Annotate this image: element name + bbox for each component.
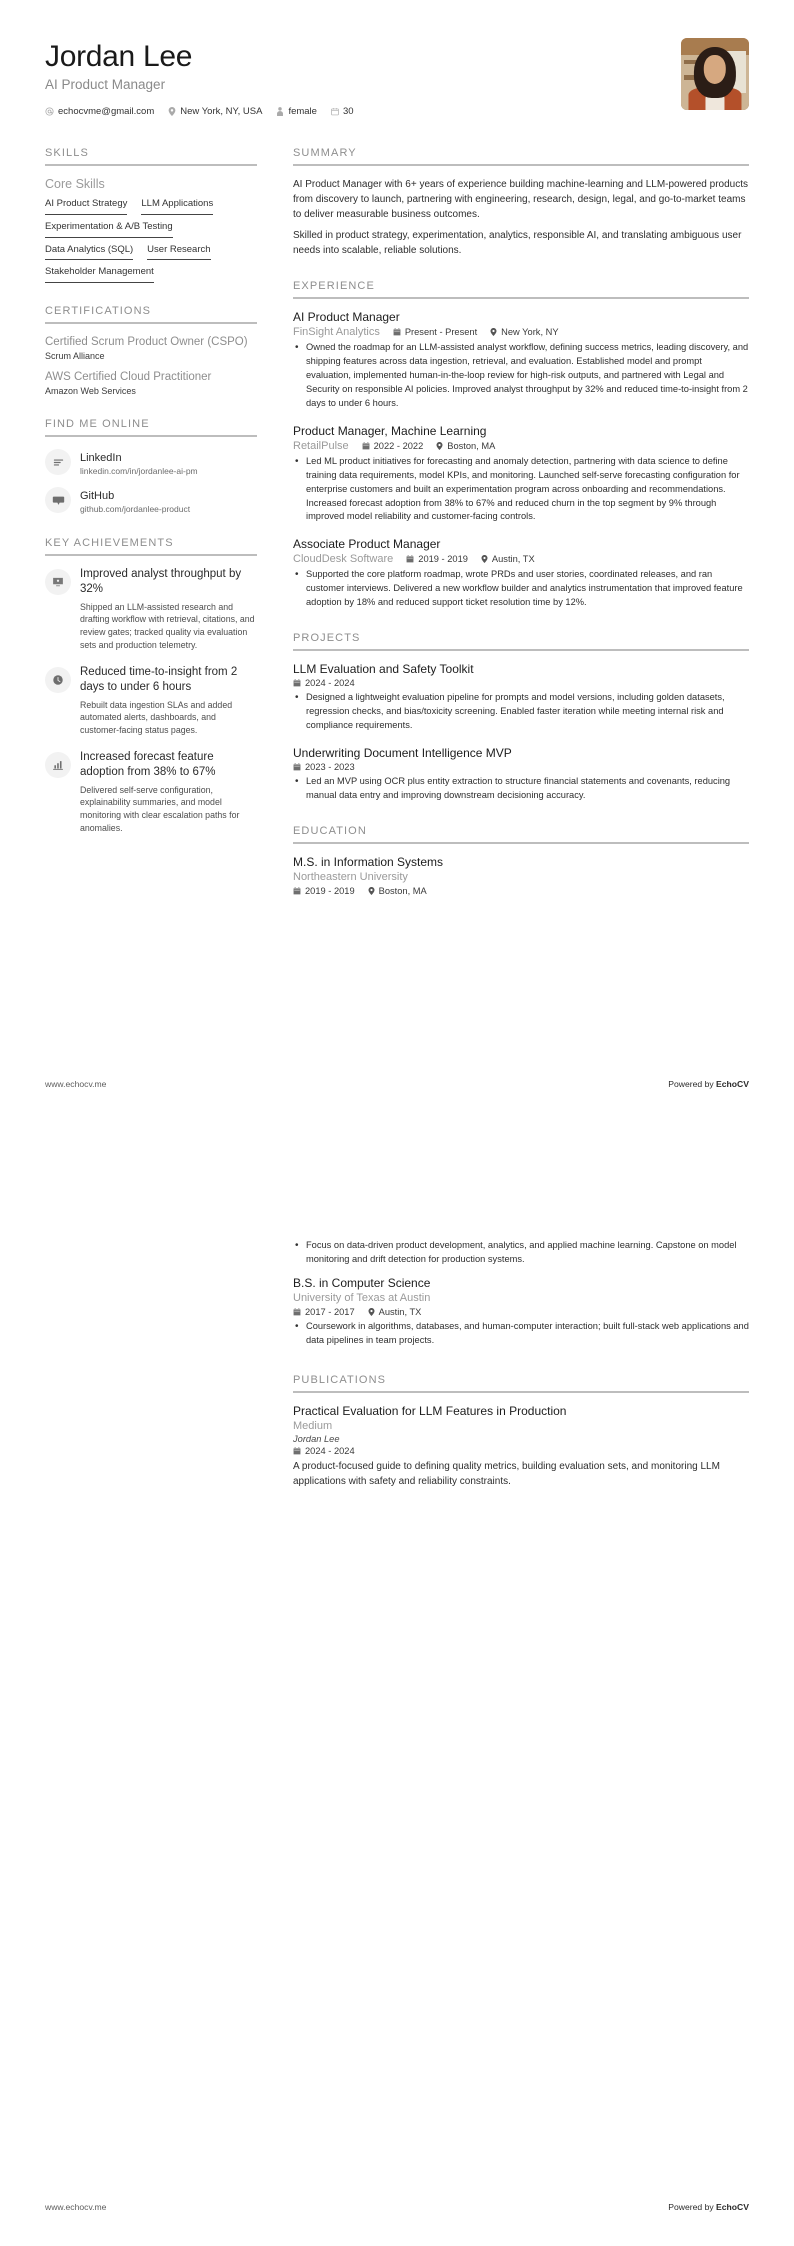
link-text-group xyxy=(80,486,190,515)
certification-name: Certified Scrum Product Owner (CSPO) xyxy=(45,336,248,349)
entry-org: RetailPulse xyxy=(293,439,349,452)
link-url[interactable]: github.com/jordanlee-product xyxy=(80,503,191,514)
entry-meta xyxy=(293,326,749,338)
entry-dates xyxy=(362,441,424,451)
section-skills xyxy=(45,147,257,283)
section-experience-label: EXPERIENCE xyxy=(293,280,375,292)
entry-meta xyxy=(293,1307,749,1317)
section-key-achievements xyxy=(45,537,257,835)
section-divider xyxy=(45,435,257,437)
section-projects-label: PROJECTS xyxy=(293,632,361,645)
contact-age-value: 30 xyxy=(342,106,354,117)
clock-icon xyxy=(45,667,71,693)
calendar-icon xyxy=(362,442,370,450)
entry-dates xyxy=(293,886,355,896)
publication-author: Jordan Lee xyxy=(293,1433,340,1444)
email-icon xyxy=(45,107,54,116)
photo-face xyxy=(704,55,726,84)
contact-location xyxy=(168,106,262,117)
footer-powered-by xyxy=(668,1079,749,1089)
header-identity xyxy=(45,38,354,117)
entry-meta xyxy=(293,886,749,896)
achievement-description: Shipped an LLM-assisted research and drafting workflow with retrieval, citations, and review gates; tracked quality via evaluation sets and production telemetry. xyxy=(80,601,255,650)
bullet: • Led an MVP using OCR plus entity extraction to structure financial statements and covenants, reducing manual data entry and improving downstream decisioning accuracy. xyxy=(306,775,749,803)
footer-powered-prefix: Powered by xyxy=(668,1079,717,1089)
entry-title: AI Product Manager xyxy=(293,310,400,324)
list-item xyxy=(45,665,257,737)
bullet: • Coursework in algorithms, databases, and human-computer interaction; built full-stack web applications and data pipelines in team projects. xyxy=(306,1320,749,1348)
link-label: LinkedIn xyxy=(80,451,122,464)
section-find-me-online-label: FIND ME ONLINE xyxy=(45,417,150,430)
footer-website[interactable]: www.echocv.me xyxy=(45,2202,107,2212)
list-item xyxy=(45,567,257,652)
monitor-icon xyxy=(45,569,71,595)
skill-tag: User Research xyxy=(147,244,210,261)
section-divider xyxy=(293,297,749,299)
section-publications-label: PUBLICATIONS xyxy=(293,1373,387,1386)
certification-name: AWS Certified Cloud Practitioner xyxy=(45,370,212,383)
certification-org: Scrum Alliance xyxy=(45,350,105,361)
location-pin-icon xyxy=(436,442,443,450)
summary-paragraph: Skilled in product strategy, experimentation, analytics, responsible AI, and translating ambiguous user needs into scalable, reliable solutions. xyxy=(293,230,742,256)
main-content xyxy=(293,147,749,918)
entry-meta xyxy=(293,1446,749,1456)
link-text-group xyxy=(80,448,198,477)
entry-location xyxy=(368,1307,422,1317)
achievement-title: Increased forecast feature adoption from 38% to 67% xyxy=(80,750,216,778)
chart-up-icon xyxy=(45,752,71,778)
entry-dates-value: 2019 - 2019 xyxy=(305,885,355,896)
avatar xyxy=(681,38,749,110)
entry-dates-value: 2022 - 2022 xyxy=(373,440,424,451)
entry-dates xyxy=(293,678,355,688)
location-pin-icon xyxy=(481,555,488,563)
linkedin-lines-icon xyxy=(45,449,71,475)
footer-brand: EchoCV xyxy=(716,2202,749,2212)
bullet: • Focus on data-driven product development, analytics, and applied machine learning. Capstone on model monitoring and drift detection for production systems. xyxy=(306,1239,749,1267)
calendar-icon xyxy=(293,1447,301,1455)
footer-brand: EchoCV xyxy=(716,1079,749,1089)
entry-meta xyxy=(293,440,749,452)
section-skills-label: SKILLS xyxy=(45,147,89,159)
entry-bullets xyxy=(293,1320,749,1348)
header-job-title: AI Product Manager xyxy=(45,77,166,92)
link-label: GitHub xyxy=(80,489,115,502)
entry-title: M.S. in Information Systems xyxy=(293,854,444,869)
section-divider xyxy=(293,1391,749,1393)
skill-tag: AI Product Strategy xyxy=(45,198,127,215)
achievement-description: Rebuilt data ingestion SLAs and added automated alerts, dashboards, and customer-facing status pages. xyxy=(80,699,233,736)
entry-org: University of Texas at Austin xyxy=(293,1291,431,1304)
entry-title: Associate Product Manager xyxy=(293,537,441,552)
entry-dates xyxy=(393,327,477,337)
link-url[interactable]: linkedin.com/in/jordanlee-ai-pm xyxy=(80,465,198,476)
skill-tag: Experimentation & A/B Testing xyxy=(45,221,173,238)
skill-tag: Data Analytics (SQL) xyxy=(45,244,133,261)
entry-dates xyxy=(293,1307,355,1317)
contact-email[interactable] xyxy=(45,106,154,117)
bullet: • Led ML product initiatives for forecasting and anomaly detection, partnering with data science to define training data requirements, model KPIs, and monitoring. Launched self-serve forecasting configuration for enterprise customers and built an experimentation program across onboarding and recommendations. Increased forecast adoption from 38% to 67% and reduced churn in the top segment by 9% through improved model reliability and customer-facing controls. xyxy=(306,455,749,525)
person-icon xyxy=(276,107,284,116)
entry-dates-value: 2019 - 2019 xyxy=(418,554,468,565)
section-certifications-label: CERTIFICATIONS xyxy=(45,305,152,318)
calendar-icon xyxy=(406,555,414,563)
entry-title: Practical Evaluation for LLM Features in Production xyxy=(293,1403,567,1418)
entry-org: Northeastern University xyxy=(293,870,408,883)
entry-dates-value: 2024 - 2024 xyxy=(305,678,355,689)
contact-gender-value: female xyxy=(288,106,317,117)
section-divider xyxy=(45,322,257,324)
section-divider xyxy=(45,554,257,556)
education-entry xyxy=(293,1276,749,1348)
contact-gender xyxy=(276,106,317,117)
location-pin-icon xyxy=(490,328,497,336)
section-education xyxy=(293,825,749,896)
section-divider xyxy=(293,842,749,844)
entry-bullets xyxy=(293,775,749,803)
certification-item xyxy=(45,335,257,361)
bullet: • Supported the core platform roadmap, wrote PRDs and user stories, coordinated releases, and ran customer interviews. Delivered a new workflow builder and analytics instrumentation that improved feature adoption by 18% and reduced support ticket resolution time by 12%. xyxy=(306,568,749,610)
achievement-title: Improved analyst throughput by 32% xyxy=(80,567,242,595)
contact-location-value: New York, NY, USA xyxy=(180,106,263,117)
section-experience xyxy=(293,280,749,610)
achievement-body xyxy=(80,567,257,652)
page-2-columns xyxy=(0,1123,794,1511)
calendar-icon xyxy=(331,107,339,116)
page-1-columns xyxy=(0,117,794,918)
entry-location-value: Boston, MA xyxy=(378,885,427,896)
list-item[interactable] xyxy=(45,448,257,477)
section-divider xyxy=(293,649,749,651)
contact-row xyxy=(45,106,354,117)
experience-entry xyxy=(293,310,749,411)
entry-meta xyxy=(293,553,749,565)
calendar-icon xyxy=(293,1308,301,1316)
entry-dates-value: 2017 - 2017 xyxy=(305,1306,355,1317)
section-find-me-online xyxy=(45,418,257,515)
section-key-achievements-label: KEY ACHIEVEMENTS xyxy=(45,536,174,549)
footer-website[interactable]: www.echocv.me xyxy=(45,1079,107,1089)
summary-paragraph: AI Product Manager with 6+ years of experience building machine-learning and LLM-powered products from discovery to launch, partnering with engineering, research, design, legal, and go-to-market teams to deliver measurable business outcomes. xyxy=(293,179,748,220)
calendar-icon xyxy=(293,679,301,687)
section-education-label: EDUCATION xyxy=(293,824,367,837)
entry-title: LLM Evaluation and Safety Toolkit xyxy=(293,662,474,677)
resume-header xyxy=(0,0,794,117)
section-education-continued xyxy=(293,1239,749,1348)
entry-dates-value: 2023 - 2023 xyxy=(305,762,355,772)
achievement-title: Reduced time-to-insight from 2 days to under 6 hours xyxy=(80,665,238,693)
section-summary xyxy=(293,147,749,258)
resume-page-2 xyxy=(0,1123,794,2246)
skill-group-title: Core Skills xyxy=(45,177,105,191)
section-projects xyxy=(293,632,749,803)
section-publications xyxy=(293,1374,749,1489)
entry-bullets xyxy=(293,691,749,733)
certification-item xyxy=(45,370,257,396)
bullet: • Designed a lightweight evaluation pipeline for prompts and model versions, including golden datasets, regression checks, and bias/toxicity screening. Enabled faster iteration while meeting internal risk and compliance requirements. xyxy=(306,691,749,733)
entry-title: B.S. in Computer Science xyxy=(293,1275,431,1290)
skill-tag: LLM Applications xyxy=(141,198,213,215)
entry-meta xyxy=(293,762,749,772)
location-pin-icon xyxy=(368,1308,375,1316)
entry-location xyxy=(490,327,558,337)
skill-tag-list xyxy=(45,198,257,283)
bullet: • Owned the roadmap for an LLM-assisted analyst workflow, defining success metrics, leading discovery, and shipping features across data ingestion, retrieval, and evaluation. Established model and prompt evaluation, implemented human-in-the-loop review for high-risk outputs, and partnered with Legal and Security on responsible AI policies. Improved analyst throughput by 32% and reduced time-to-insight from 2 days to under 6 hours. xyxy=(306,341,749,411)
section-divider xyxy=(45,164,257,166)
project-entry xyxy=(293,746,749,803)
entry-bullets xyxy=(293,568,749,610)
section-divider xyxy=(293,164,749,166)
contact-email-value: echocvme@gmail.com xyxy=(58,106,155,117)
entry-dates xyxy=(293,1446,355,1456)
entry-dates xyxy=(293,762,355,772)
page-1-footer xyxy=(45,1079,749,1089)
achievement-body xyxy=(80,665,257,737)
skill-tag: Stakeholder Management xyxy=(45,266,154,283)
entry-dates xyxy=(406,554,468,564)
page-2-footer xyxy=(45,2202,749,2212)
calendar-icon xyxy=(393,328,401,336)
entry-bullets xyxy=(293,455,749,525)
sidebar xyxy=(45,147,257,857)
location-pin-icon xyxy=(168,107,176,116)
entry-title: Product Manager, Machine Learning xyxy=(293,423,487,438)
section-certifications xyxy=(45,305,257,395)
calendar-icon xyxy=(293,763,301,771)
page-title: Jordan Lee xyxy=(45,40,193,73)
publication-description: A product-focused guide to defining quality metrics, building evaluation sets, and monitoring LLM applications with safety and reliability constraints. xyxy=(293,1460,720,1487)
certification-org: Amazon Web Services xyxy=(45,385,136,396)
entry-dates-value: Present - Present xyxy=(404,327,478,337)
achievement-description: Delivered self-serve configuration, explainability summaries, and model monitoring with clear escalation paths for anomalies. xyxy=(80,784,240,833)
section-summary-label: SUMMARY xyxy=(293,147,357,159)
entry-location-value: Austin, TX xyxy=(378,1306,422,1317)
achievement-body xyxy=(80,750,257,835)
entry-title: Underwriting Document Intelligence MVP xyxy=(293,746,512,760)
main-content-page-2 xyxy=(293,1239,749,1511)
calendar-icon xyxy=(293,887,301,895)
entry-org: CloudDesk Software xyxy=(293,553,394,566)
experience-entry xyxy=(293,537,749,610)
entry-location xyxy=(436,441,495,451)
entry-org: Medium xyxy=(293,1419,333,1432)
list-item[interactable] xyxy=(45,486,257,515)
github-chat-icon xyxy=(45,487,71,513)
entry-meta xyxy=(293,678,749,688)
entry-location-value: New York, NY xyxy=(501,327,559,337)
entry-org: FinSight Analytics xyxy=(293,326,380,338)
entry-bullets xyxy=(293,1239,749,1267)
entry-location-value: Austin, TX xyxy=(491,554,535,565)
entry-bullets xyxy=(293,341,749,411)
publication-entry xyxy=(293,1404,749,1489)
entry-dates-value: 2024 - 2024 xyxy=(305,1445,355,1456)
location-pin-icon xyxy=(368,887,375,895)
footer-powered-by xyxy=(668,2202,749,2212)
contact-age xyxy=(331,106,354,117)
project-entry xyxy=(293,662,749,733)
experience-entry xyxy=(293,424,749,525)
entry-location xyxy=(481,554,535,564)
footer-powered-prefix: Powered by xyxy=(668,2202,717,2212)
education-entry xyxy=(293,855,749,896)
entry-location-value: Boston, MA xyxy=(447,440,496,451)
entry-location xyxy=(368,886,427,896)
list-item xyxy=(45,750,257,835)
